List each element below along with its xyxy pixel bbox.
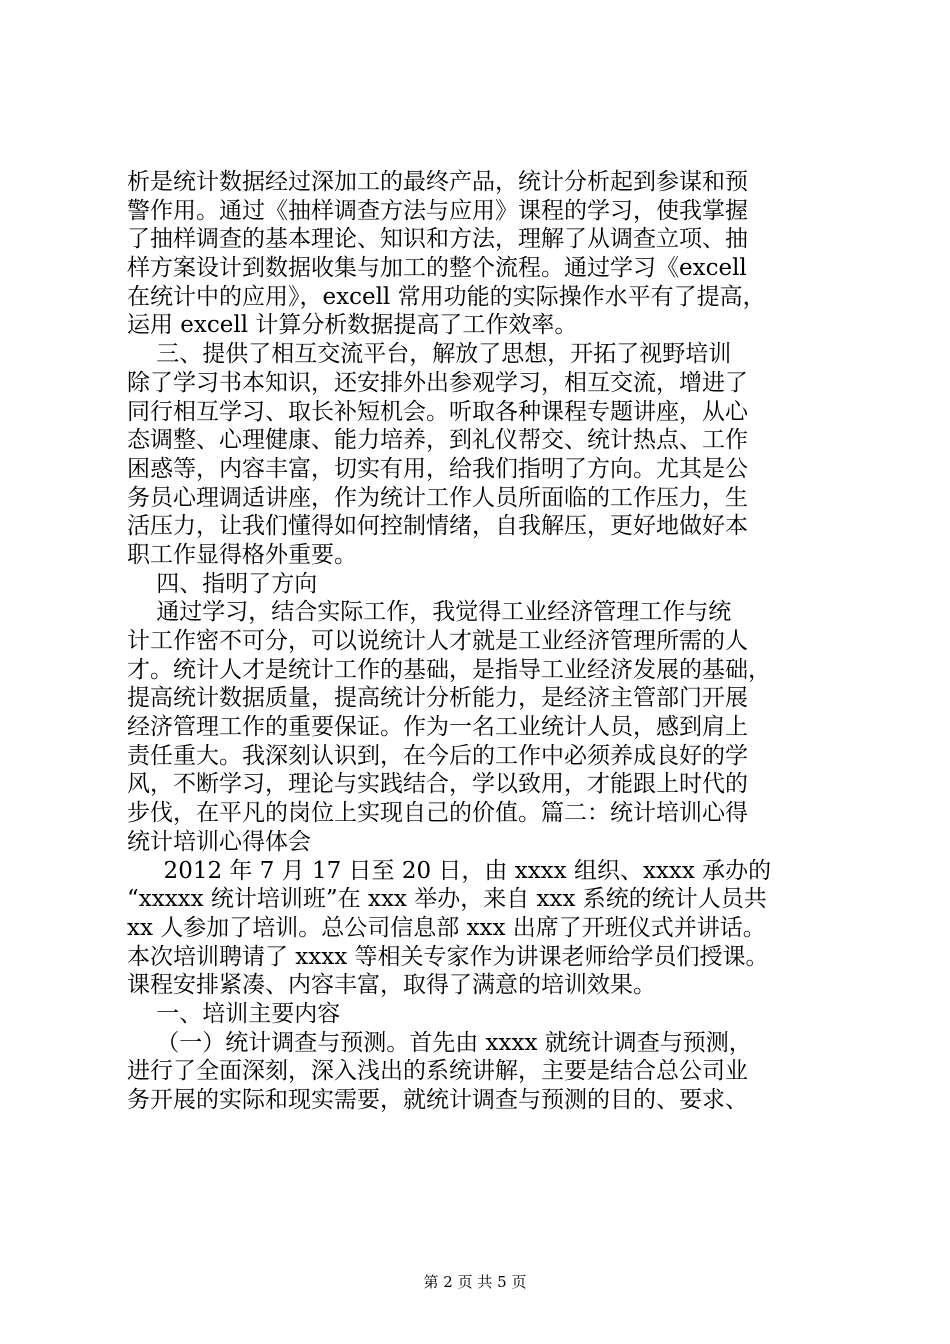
text-line: 样方案设计到数据收集与加工的整个流程。通过学习《excell [127,255,747,282]
text-line: 职工作显得格外重要。 [127,541,357,568]
text-line: 警作用。通过《抽样调查方法与应用》课程的学习，使我掌握 [127,197,748,224]
section-heading-4: 四、指明了方向 [127,570,318,597]
page-number-footer: 第 2 页 共 5 页 [423,1273,527,1291]
text-line: 责任重大。我深刻认识到，在今后的工作中必须养成良好的学 [127,742,748,769]
text-line: 经济管理工作的重要保证。作为一名工业统计人员，感到肩上 [127,714,748,741]
text-line: 在统计中的应用》，excell 常用功能的实际操作水平有了提高， [127,283,766,310]
text-line: 运用 excell 计算分析数据提高了工作效率。 [127,312,578,339]
text-line: 进行了全面深刻，深入浅出的系统讲解，主要是结合总公司业 [127,1058,748,1085]
text-line: 除了学习书本知识，还安排外出参观学习，相互交流，增进了 [127,369,748,396]
text-line: 提高统计数据质量，提高统计分析能力，是经济主管部门开展 [127,685,748,712]
text-line: “xxxxx 统计培训班”在 xxx 举办，来自 xxx 系统的统计人员共 [127,886,767,913]
text-line: 本次培训聘请了 xxxx 等相关专家作为讲课老师给学员们授课。 [127,943,769,970]
text-line: 析是统计数据经过深加工的最终产品，统计分析起到参谋和预 [127,169,748,195]
section-heading-3: 三、提供了相互交流平台，解放了思想，开拓了视野培训 [127,341,732,368]
section-heading-1: 一、培训主要内容 [127,1000,341,1027]
text-line: 才。统计人才是统计工作的基础，是指导工业经济发展的基础， [127,656,771,683]
text-line: 活压力，让我们懂得如何控制情绪，自我解压，更好地做好本 [127,513,748,540]
document-body [127,168,857,1115]
text-line: 同行相互学习、取长补短机会。听取各种课程专题讲座，从心 [127,398,748,425]
text-line: （一）统计调查与预测。首先由 xxxx 就统计调查与预测， [127,1029,752,1056]
text-line: 务员心理调适讲座，作为统计工作人员所面临的工作压力，生 [127,484,748,511]
text-line: 风，不断学习，理论与实践结合，学以致用，才能跟上时代的 [127,771,748,798]
text-line: 课程安排紧凑、内容丰富，取得了满意的培训效果。 [127,972,656,999]
text-line: xx 人参加了培训。总公司信息部 xxx 出席了开班仪式并讲话。 [127,914,766,941]
text-line: 务开展的实际和现实需要，就统计调查与预测的目的、要求、 [127,1087,748,1113]
text-line: 2012 年 7 月 17 日至 20 日，由 xxxx 组织、xxxx 承办的 [127,857,772,884]
text-line: 困惑等，内容丰富，切实有用，给我们指明了方向。尤其是公 [127,455,748,482]
text-line: 通过学习，结合实际工作，我觉得工业经济管理工作与统 [127,599,732,626]
text-line: 态调整、心理健康、能力培养，到礼仪帮交、统计热点、工作 [127,427,748,454]
text-line: 计工作密不可分，可以说统计人才就是工业经济管理所需的人 [127,628,748,654]
text-line: 了抽样调查的基本理论、知识和方法，理解了从调查立项、抽 [127,226,748,253]
text-line: 步伐，在平凡的岗位上实现自己的价值。篇二：统计培训心得 [127,800,748,827]
article-title: 统计培训心得体会 [127,828,311,855]
